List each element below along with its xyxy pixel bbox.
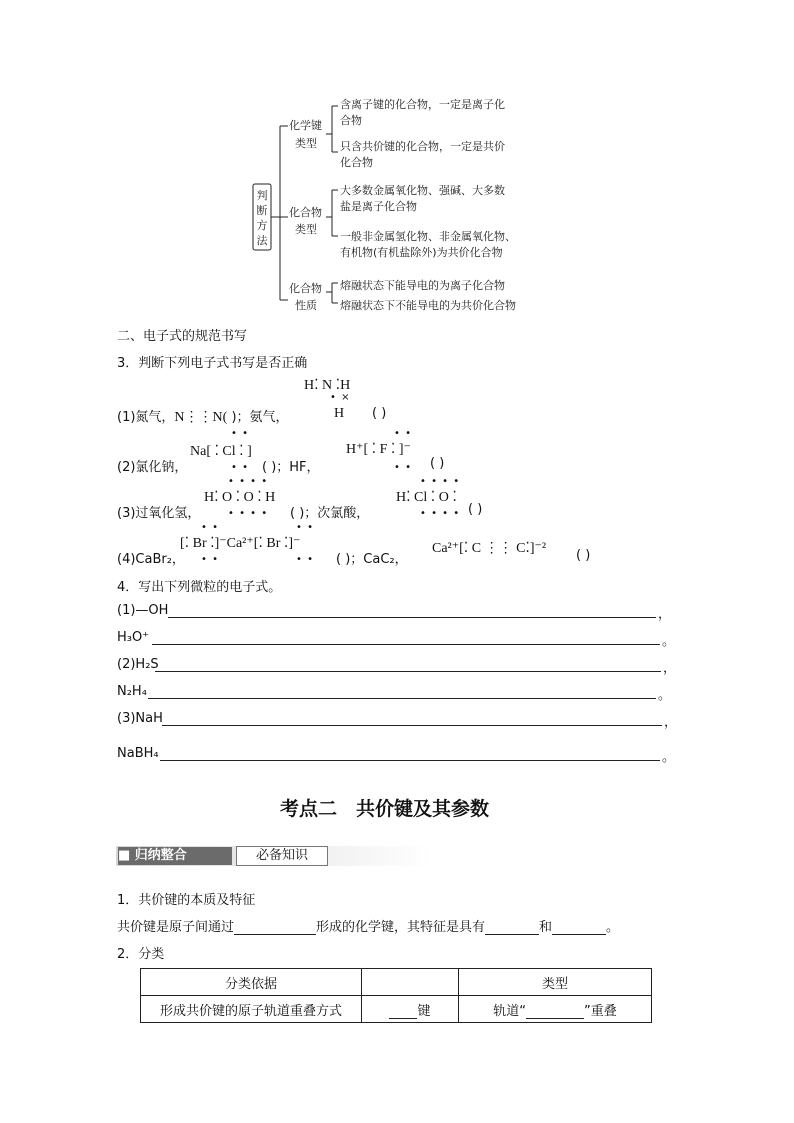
answer-line[interactable] [160, 760, 660, 761]
question-3-4: (4)CaBr₂， [117, 552, 185, 567]
item-text: ( )；CaC₂， [336, 552, 408, 567]
s1-title: 1．共价键的本质及特征 [117, 893, 256, 908]
answer-line[interactable] [148, 698, 656, 699]
question-3-1 [117, 406, 289, 426]
nh3-top: H⁚ N ⁚H [304, 378, 351, 393]
text: 键 [417, 1003, 431, 1019]
dots: • • • • [420, 508, 461, 519]
diagram-item: 只含共价键的化合物，一定是共价 [340, 140, 505, 153]
diagram-root: 判断方法 [256, 189, 268, 247]
answer-line[interactable] [168, 617, 656, 618]
dots: • • [231, 462, 249, 473]
table-header: 类型 [459, 969, 652, 996]
item-prefix: (2)氯化钠， [117, 460, 188, 475]
section-heading: 二、电子式的规范书写 [117, 329, 248, 344]
n2-formula: N⋮⋮N( [174, 410, 228, 425]
diagram-item: 含离子键的化合物，一定是离子化 [340, 98, 505, 111]
diagram-item: 有机物(有机盐除外)为共价化合物 [340, 246, 503, 259]
dots: • • [201, 522, 219, 533]
dots: • • [394, 462, 412, 473]
dots: • • [201, 554, 219, 565]
q4-end: ， [658, 607, 672, 622]
question-3-3: (3)过氧化氢， [117, 506, 201, 521]
table-cell: 形成共价键的原子轨道重叠方式 [141, 996, 362, 1023]
dots: • • [394, 428, 412, 439]
blank-2[interactable] [485, 920, 539, 935]
question-3-title: 3．判断下列电子式书写是否正确 [117, 356, 308, 371]
table-header: 分类依据 [141, 969, 362, 996]
blank-bond[interactable] [389, 1004, 417, 1019]
branch-label-2b: 类型 [295, 223, 317, 236]
classification-table [140, 968, 652, 1023]
text: 。 [606, 920, 620, 935]
answer-paren: ( ) [372, 406, 387, 421]
q4-end: 。 [662, 634, 676, 649]
diagram-item: 熔融状态下能导电的为离子化合物 [340, 279, 505, 292]
q4-label: (2)H₂S [117, 657, 159, 672]
s2-title: 2．分类 [117, 947, 165, 962]
banner-tag: ■ 归纳整合 [118, 847, 232, 865]
section-banner [116, 846, 432, 866]
dots: • • [296, 554, 314, 565]
text: 轨道“ [493, 1003, 526, 1019]
table-cell [362, 996, 459, 1023]
blank-3[interactable] [552, 920, 606, 935]
table-cell [459, 996, 652, 1023]
text: 和 [539, 920, 553, 935]
item-text: )；氨气， [231, 410, 289, 425]
hf-formula: H⁺[ ⁚ F ⁚ ]⁻ [346, 442, 411, 457]
nacl-formula: Na[ ⁚ Cl ⁚ ] [190, 444, 252, 459]
kaodian-title: 考点二 共价键及其参数 [280, 798, 490, 820]
text: 共价键是原子间通过 [117, 920, 235, 935]
diagram-item: 熔融状态下不能导电的为共价化合物 [340, 299, 516, 312]
diagram-item: 大多数金属氧化物、强碱、大多数 [340, 184, 505, 197]
answer-line[interactable] [155, 671, 661, 672]
q4-end: ， [664, 715, 678, 730]
question-3-2 [117, 456, 187, 475]
branch-label-3a: 化合物 [289, 282, 322, 295]
q4-label: (1)—OH [117, 603, 169, 618]
answer-paren: ( ) [430, 456, 445, 471]
q4-end: ， [663, 661, 677, 676]
answer-line[interactable] [152, 644, 660, 645]
diagram-item: 盐是离子化合物 [340, 200, 417, 213]
dots: • • [231, 428, 249, 439]
question-4-title: 4．写出下列微粒的电子式。 [117, 580, 282, 595]
branch-label-3b: 性质 [295, 299, 317, 312]
answer-paren: ( ) [576, 548, 591, 563]
dots: • • [296, 522, 314, 533]
diagram-item: 合物 [340, 114, 362, 127]
hclo-formula: H⁚ Cl ⁚ O ⁚ [396, 490, 457, 505]
nh3-dots: • × [330, 392, 351, 403]
branch-label-1a: 化学键 [289, 119, 322, 132]
item-text: ( )；次氯酸， [290, 506, 370, 521]
cac2-formula: Ca²⁺[⁚ C ⋮⋮ C⁚]⁻² [432, 541, 547, 556]
blank-type[interactable] [526, 1004, 584, 1019]
text: ”重叠 [584, 1003, 617, 1019]
item-text: ( )；HF， [262, 460, 320, 475]
q4-end: 。 [662, 750, 676, 765]
q4-label: H₃O⁺ [117, 630, 150, 645]
item-prefix: (1)氮气， [117, 410, 175, 425]
q4-label: NaBH₄ [117, 746, 159, 761]
cabr2-formula: [⁚ Br ⁚]⁻Ca²⁺[⁚ Br ⁚]⁻ [180, 536, 301, 551]
dots: • • • • [228, 508, 269, 519]
blank-1[interactable] [234, 920, 316, 935]
nh3-bottom: H [334, 406, 345, 421]
branch-label-2a: 化合物 [289, 206, 322, 219]
banner-sub: 必备知识 [236, 846, 328, 866]
s1-sentence [117, 916, 619, 935]
text: 形成的化学键，其特征是具有 [316, 920, 486, 935]
diagram-item: 化合物 [340, 156, 373, 169]
q4-label: (3)NaH [117, 711, 163, 726]
q4-end: 。 [658, 688, 672, 703]
h2o2-formula: H⁚ O ⁚ O ⁚ H [204, 490, 276, 505]
dots: • • • • [420, 476, 461, 487]
dots: • • • • [228, 476, 269, 487]
branch-label-1b: 类型 [295, 137, 317, 150]
answer-line[interactable] [162, 725, 662, 726]
table-header [362, 969, 459, 996]
q4-label: N₂H₄ [117, 684, 147, 699]
answer-paren: ( ) [468, 502, 483, 517]
diagram-item: 一般非金属氢化物、非金属氧化物、 [340, 230, 516, 243]
